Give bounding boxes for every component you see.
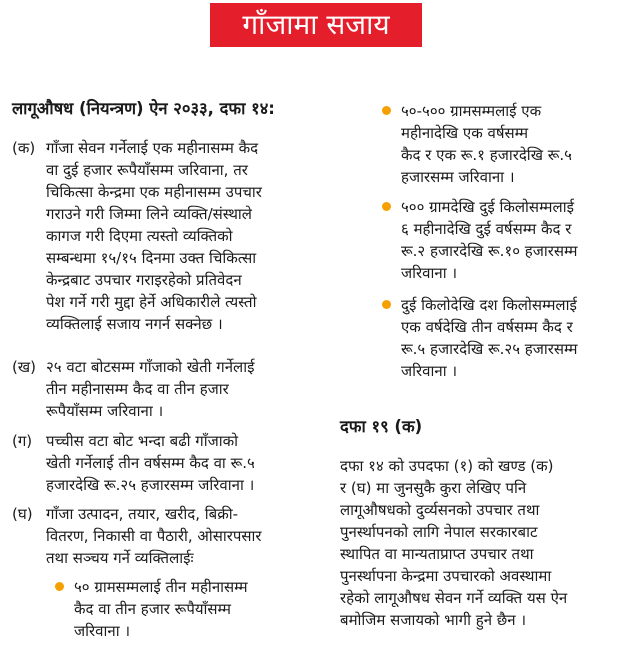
bullet-dot-icon xyxy=(382,202,391,211)
text-line: पुनर्स्थापनको लागि नेपाल सरकारबाट xyxy=(340,523,538,541)
title-banner xyxy=(210,3,422,47)
section-heading-dafa-14: लागूऔषध (नियन्त्रण) ऐन २०३३, दफा १४: xyxy=(12,99,275,118)
text-line: ६ महीनादेखि दुई वर्षसम्म कैद र xyxy=(401,220,572,238)
clause-marker: (ग) xyxy=(12,432,33,450)
text-line: ५० ग्रामसम्मलाई तीन महीनासम्म xyxy=(74,578,248,596)
text-line: वितरण, निकासी वा पैठारी, ओसारपसार xyxy=(46,527,262,545)
page-title: गाँजामा सजाय xyxy=(242,8,390,41)
text-line: व्यक्तिलाई सजाय नगर्न सक्नेछ । xyxy=(46,315,223,333)
clause-marker: (ख) xyxy=(12,358,36,376)
clause-gha xyxy=(12,503,322,569)
text-line: सम्बन्धमा १५/१५ दिनमा उक्त चिकित्सा xyxy=(46,249,257,267)
bullet-item xyxy=(382,294,635,382)
text-line: ५०० ग्रामदेखि दुई किलोसम्मलाई xyxy=(401,198,574,216)
text-line: खेती गर्नेलाई तीन वर्षसम्म कैद वा रू.५ xyxy=(46,454,255,472)
text-line: जरिवाना । xyxy=(401,264,458,282)
clause-marker: (घ) xyxy=(12,505,33,523)
text-line: केन्द्रबाट उपचार गराइरहेको प्रतिवेदन xyxy=(46,271,242,289)
text-line: ५०-५०० ग्रामसम्मलाई एक xyxy=(401,102,542,120)
text-line: गराउने गरी जिम्मा लिने व्यक्ति/संस्थाले xyxy=(46,205,252,223)
text-line: रहेको लागूऔषध सेवन गर्ने व्यक्ति यस ऐन xyxy=(340,589,568,607)
text-line: पुनर्स्थापना केन्द्रमा उपचारको अवस्थामा xyxy=(340,567,552,585)
text-line: दफा १४ को उपदफा (१) को खण्ड (क) xyxy=(340,457,554,475)
text-line: कागज गरी दिएमा त्यस्तो व्यक्तिको xyxy=(46,227,233,245)
text-line: हजारसम्म जरिवाना । xyxy=(401,168,515,186)
section-heading-dafa-19-ka: दफा १९ (क) xyxy=(340,417,423,436)
text-line: वा दुई हजार रूपैयाँसम्म जरिवाना, तर xyxy=(46,161,248,179)
text-line: बमोजिम सजायको भागी हुने छैन । xyxy=(340,611,527,629)
text-line: चिकित्सा केन्द्रमा एक महीनासम्म उपचार xyxy=(46,183,262,201)
text-line: तथा सञ्चय गर्ने व्यक्तिलाईः xyxy=(46,549,194,567)
text-line: पेश गर्ने गरी मुद्दा हेर्ने अधिकारीले त्यस्तो xyxy=(46,293,257,311)
clause-ka xyxy=(12,137,322,335)
bullet-item xyxy=(55,576,322,642)
text-line: लागूऔषधको दुर्व्यसनको उपचार तथा xyxy=(340,501,540,519)
bullet-dot-icon xyxy=(382,300,391,309)
text-line: रूपैयाँसम्म जरिवाना । xyxy=(46,402,164,420)
text-line: र (घ) मा जुनसुकै कुरा लेखिए पनि xyxy=(340,479,527,497)
text-line: महीनादेखि एक वर्षसम्म xyxy=(401,124,529,142)
text-line: दुई किलोदेखि दश किलोसम्मलाई xyxy=(401,296,577,314)
text-line: पच्चीस वटा बोट भन्दा बढी गाँजाको xyxy=(46,432,239,450)
bullet-dot-icon xyxy=(55,582,64,591)
bullet-dot-icon xyxy=(382,106,391,115)
clause-marker: (क) xyxy=(12,139,36,157)
text-line: जरिवाना । xyxy=(401,362,458,380)
text-line: तीन महीनासम्म कैद वा तीन हजार xyxy=(46,380,229,398)
text-line: कैद वा तीन हजार रूपैयाँसम्म xyxy=(74,600,232,618)
text-line: २५ वटा बोटसम्म गाँजाको खेती गर्नेलाई xyxy=(46,358,255,376)
text-line: गाँजा उत्पादन, तयार, खरीद, बिक्री- xyxy=(46,505,239,523)
text-line: गाँजा सेवन गर्नेलाई एक महीनासम्म कैद xyxy=(46,139,259,157)
clause-ga xyxy=(12,430,322,496)
bullet-item xyxy=(382,196,635,284)
clause-kha xyxy=(12,356,322,422)
text-line: जरिवाना । xyxy=(74,622,131,640)
text-line: कैद र एक रू.१ हजारदेखि रू.५ xyxy=(401,146,572,164)
text-line: रू.२ हजारदेखि रू.१० हजारसम्म xyxy=(401,242,578,260)
text-line: रू.५ हजारदेखि रू.२५ हजारसम्म xyxy=(401,340,578,358)
bullet-item xyxy=(382,100,635,188)
text-line: एक वर्षदेखि तीन वर्षसम्म कैद र xyxy=(401,318,573,336)
section-paragraph xyxy=(340,455,635,631)
text-line: स्थापित वा मान्यताप्राप्त उपचार तथा xyxy=(340,545,534,563)
text-line: हजारदेखि रू.२५ हजारसम्म जरिवाना । xyxy=(46,476,255,494)
